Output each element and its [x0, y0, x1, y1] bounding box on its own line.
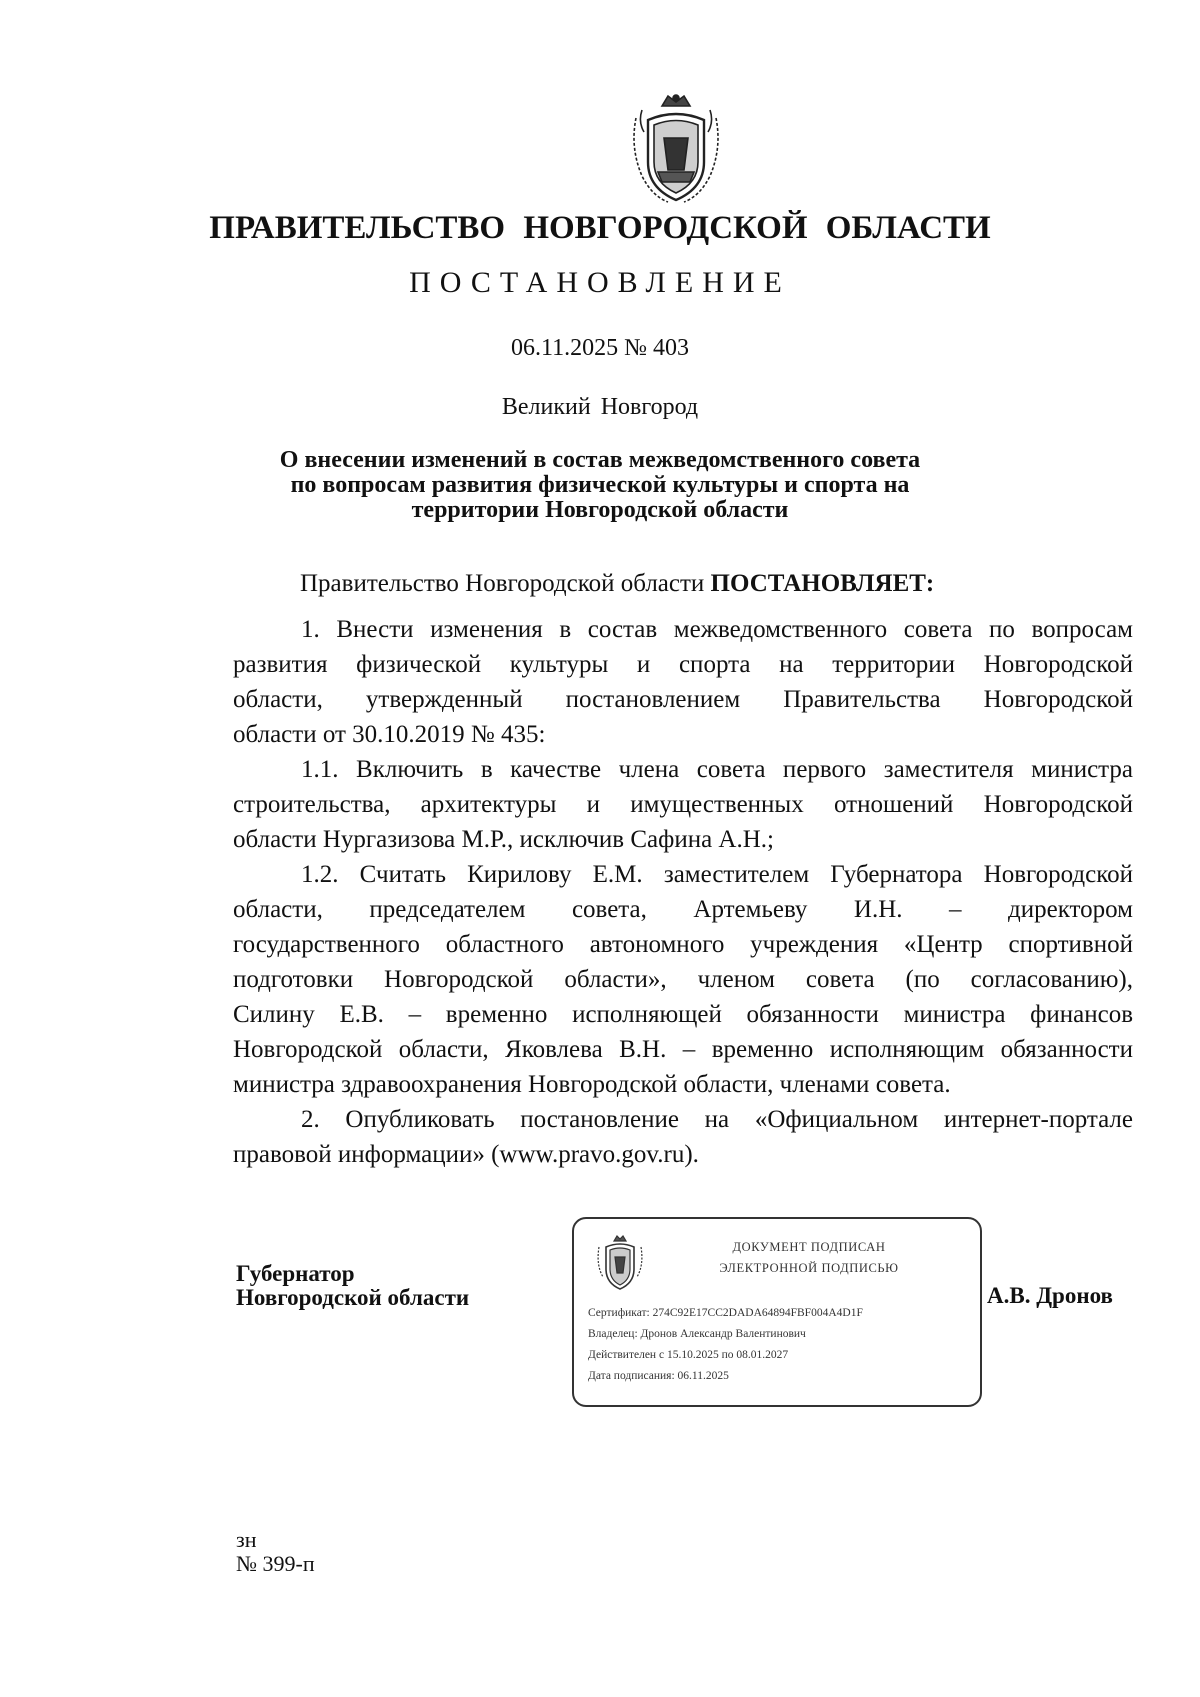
body-line: 1.2. Считать Кирилову Е.М. заместителем Губернатора Новгородской: [301, 861, 1133, 888]
body-line: области от 30.10.2019 № 435:: [233, 721, 546, 748]
body-line: развития физической культуры и спорта на территории Новгородской: [233, 651, 1133, 678]
intro-text: Правительство Новгородской области: [300, 570, 705, 597]
footnote-line: зн: [236, 1527, 257, 1552]
footnote-line: № 399-п: [236, 1551, 315, 1576]
document-footnote: [236, 1528, 315, 1576]
resolution-intro: [300, 570, 934, 598]
document-date-number: 06.11.2025 № 403: [510, 335, 689, 361]
body-line: строительства, архитектуры и имущественных отношений Новгородской: [233, 791, 1133, 818]
signer-position-line: Губернатор: [236, 1261, 355, 1286]
body-line: Новгородской области, Яковлева В.Н. – временно исполняющим обязанности: [233, 1036, 1133, 1063]
stamp-validity: Действителен с 15.10.2025 по 08.01.2027: [588, 1349, 789, 1361]
signer-position: [236, 1262, 469, 1310]
stamp-emblem-icon: [596, 1235, 644, 1291]
body-line: 1. Внести изменения в состав межведомственного совета по вопросам: [301, 616, 1133, 643]
coat-of-arms-emblem: [628, 92, 724, 206]
body-line: подготовки Новгородской области», членом совета (по согласованию),: [233, 966, 1133, 993]
document-type: ПОСТАНОВЛЕНИЕ: [409, 266, 791, 299]
body-line: 2. Опубликовать постановление на «Официальном интернет-портале: [301, 1106, 1133, 1133]
signer-position-line: Новгородской области: [236, 1285, 470, 1310]
stamp-title-line: ДОКУМЕНТ ПОДПИСАН: [732, 1240, 886, 1254]
body-line: области Нургазизова М.Р., исключив Сафина А.Н.;: [233, 826, 774, 853]
document-subject: [260, 448, 940, 523]
subject-line: О внесении изменений в состав межведомственного совета: [279, 447, 921, 473]
subject-line: территории Новгородской области: [411, 497, 789, 523]
stamp-certificate: Сертификат: 274C92E17CC2DADA64894FBF004A4D1F: [588, 1307, 863, 1319]
body-line: министра здравоохранения Новгородской области, членами совета.: [233, 1071, 951, 1098]
intro-keyword: ПОСТАНОВЛЯЕТ:: [710, 570, 935, 597]
body-line: правовой информации» (www.pravo.gov.ru).: [233, 1141, 699, 1168]
subject-line: по вопросам развития физической культуры и спорта на: [290, 472, 910, 498]
stamp-signed-date: Дата подписания: 06.11.2025: [588, 1370, 729, 1382]
stamp-details: [588, 1303, 863, 1387]
stamp-owner: Владелец: Дронов Александр Валентинович: [588, 1328, 806, 1340]
government-title: ПРАВИТЕЛЬСТВО НОВГОРОДСКОЙ ОБЛАСТИ: [209, 210, 991, 246]
signer-name: А.В. Дронов: [987, 1283, 1113, 1308]
body-line: области, председателем совета, Артемьеву И.Н. – директором: [233, 896, 1133, 923]
body-line: Силину Е.В. – временно исполняющей обязанности министра финансов: [233, 1001, 1133, 1028]
body-line: 1.1. Включить в качестве члена совета первого заместителя министра: [301, 756, 1133, 783]
electronic-signature-stamp: [572, 1217, 982, 1407]
stamp-title-line: ЭЛЕКТРОННОЙ ПОДПИСЬЮ: [719, 1261, 899, 1275]
body-line: государственного областного автономного учреждения «Центр спортивной: [233, 931, 1133, 958]
stamp-title: [664, 1237, 954, 1279]
body-line: области, утвержденный постановлением Правительства Новгородской: [233, 686, 1133, 713]
document-city: Великий Новгород: [501, 394, 699, 420]
document-body: [233, 612, 1133, 1172]
